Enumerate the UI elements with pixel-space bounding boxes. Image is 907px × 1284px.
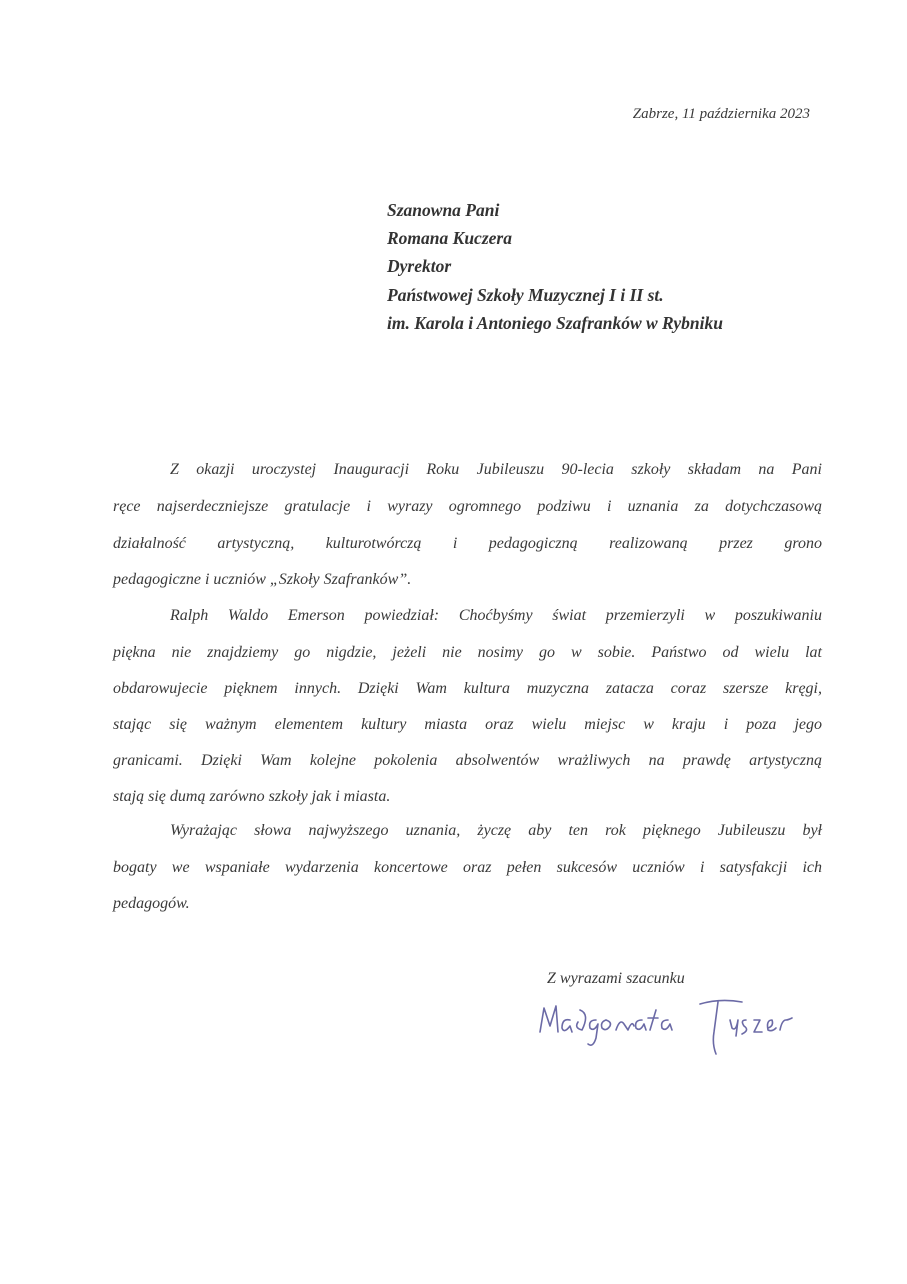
body-line: ręce najserdeczniejsze gratulacje i wyrazy ogromnego podziwu i uznania za dotychczasową [113,498,822,515]
addressee-title: Dyrektor [387,256,452,276]
body-line: pedagogiczne i uczniów „Szkoły Szafranków”. [113,571,412,588]
body-line: działalność artystyczną, kulturotwórczą i pedagogiczną realizowaną przez grono [113,535,822,552]
body-line: Z okazji uroczystej Inauguracji Roku Jubileuszu 90-lecia szkoły składam na Pani [170,461,822,478]
addressee-institution: Państwowej Szkoły Muzycznej I i II st. [387,285,664,305]
body-line: Ralph Waldo Emerson powiedział: Choćbyśmy świat przemierzyli w poszukiwaniu [170,607,822,624]
body-line: Wyrażając słowa najwyższego uznania, życzę aby ten rok pięknego Jubileuszu był [170,822,822,839]
handwritten-signature [530,990,810,1060]
addressee-institution-name: im. Karola i Antoniego Szafranków w Rybniku [387,313,723,333]
body-line: stają się dumą zarówno szkoły jak i miasta. [113,788,391,805]
body-line: stając się ważnym elementem kultury miasta oraz wielu miejsc w kraju i poza jego [113,716,822,733]
body-line: pedagogów. [113,895,190,912]
body-line: obdarowujecie pięknem innych. Dzięki Wam kultura muzyczna zatacza coraz szersze kręgi, [113,680,822,697]
letter-date: Zabrze, 11 października 2023 [632,106,810,122]
body-line: piękna nie znajdziemy go nigdzie, jeżeli nie nosimy go w sobie. Państwo od wielu lat [113,644,822,661]
addressee-name: Romana Kuczera [387,228,512,248]
body-line: bogaty we wspaniałe wydarzenia koncertowe oraz pełen sukcesów uczniów i satysfakcji ich [113,859,822,876]
closing-phrase: Z wyrazami szacunku [547,970,685,987]
body-line: granicami. Dzięki Wam kolejne pokolenia absolwentów wrażliwych na prawdę artystyczną [113,752,822,769]
salutation: Szanowna Pani [387,200,500,220]
